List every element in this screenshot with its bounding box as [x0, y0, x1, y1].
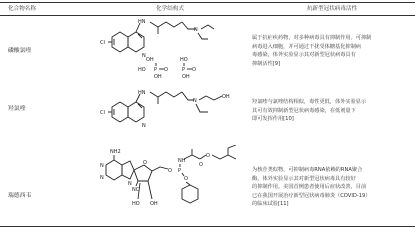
hydroxychloroquine-structure: [98, 82, 248, 132]
atom-n-2: N: [100, 175, 104, 181]
atom-n-ring: N: [142, 53, 146, 59]
atom-o-p: O: [184, 176, 188, 182]
atom-p-1: P: [154, 67, 158, 73]
row-desc-hydroxychloroquine: 羟氯喹与氯喹结构相似，毒性更低，体外实验显示 其可有效抑制新型冠状病毒感染，在低剂量下 即可发挥作用[10]: [252, 99, 367, 122]
atom-o-ring: O: [143, 160, 147, 166]
atom-o-link: O: [168, 168, 172, 174]
atom-n-ring: N: [142, 123, 146, 129]
atom-cl: Cl: [100, 40, 105, 46]
row-desc-remdesivir: 为核苷类似物，可抑制病毒RNA依赖的RNA聚合 酶，体外实验显示其对新型冠状病毒具有较好 的抑制作用。美国首例患者使用后症状改善，目前 已在我国开展治疗新型冠状病毒肺炎（COVID-19） 的临床试验[11]: [252, 167, 371, 207]
atom-o-carbonyl: O: [199, 162, 203, 168]
table-bottom-rule: [0, 226, 415, 227]
atom-p-2: P: [182, 67, 186, 73]
header-structure: 化学结构式: [156, 6, 184, 12]
atom-ho: HO: [132, 201, 140, 207]
atom-n-amine: N: [193, 98, 197, 104]
atom-o-ester: O: [206, 153, 210, 159]
atom-oh-1: OH: [146, 57, 154, 63]
atom-nh2: NH2: [110, 149, 121, 155]
atom-oh: OH: [150, 201, 158, 207]
atom-n-3: N: [128, 181, 132, 187]
atom-nh: NH: [178, 158, 186, 164]
atom-oh-2: OH: [154, 74, 162, 79]
remdesivir-structure: [98, 145, 243, 225]
row-name-remdesivir: 瑞德西韦: [8, 193, 32, 199]
atom-ho-2: HO: [180, 57, 188, 63]
row-name-chloroquine-phosphate: 磷酸氯喹: [8, 48, 32, 54]
atom-hn: HN: [138, 90, 146, 96]
header-activity: 抗新型冠状病毒活性: [306, 6, 358, 12]
atom-n-1: N: [100, 163, 104, 169]
header-name: 化合物名称: [8, 6, 36, 12]
atom-o-1: O: [164, 67, 168, 73]
table-header-rule: [0, 15, 415, 16]
atom-cl: Cl: [100, 110, 105, 116]
atom-nc: NC: [132, 187, 140, 193]
atom-ho-1: HO: [138, 67, 146, 73]
row-name-hydroxychloroquine: 羟氯喹: [8, 106, 26, 112]
atom-n-amine: N: [194, 27, 198, 33]
atom-oh: OH: [222, 94, 230, 100]
atom-hn: HN: [138, 19, 146, 25]
atom-p: P: [178, 168, 182, 174]
atom-o-2: O: [192, 67, 196, 73]
chloroquine-phosphate-structure: [98, 17, 228, 79]
row-desc-chloroquine-phosphate: 属于抗疟疾药物，对多种病毒具有抑制作用。可抑制 病毒进入细胞，并可通过干扰受体糖基化抑制病 毒感染，体外实验显示其对新型冠状病毒具有 抑制活性[9]: [252, 35, 372, 67]
atom-oh-3: OH: [182, 74, 190, 79]
